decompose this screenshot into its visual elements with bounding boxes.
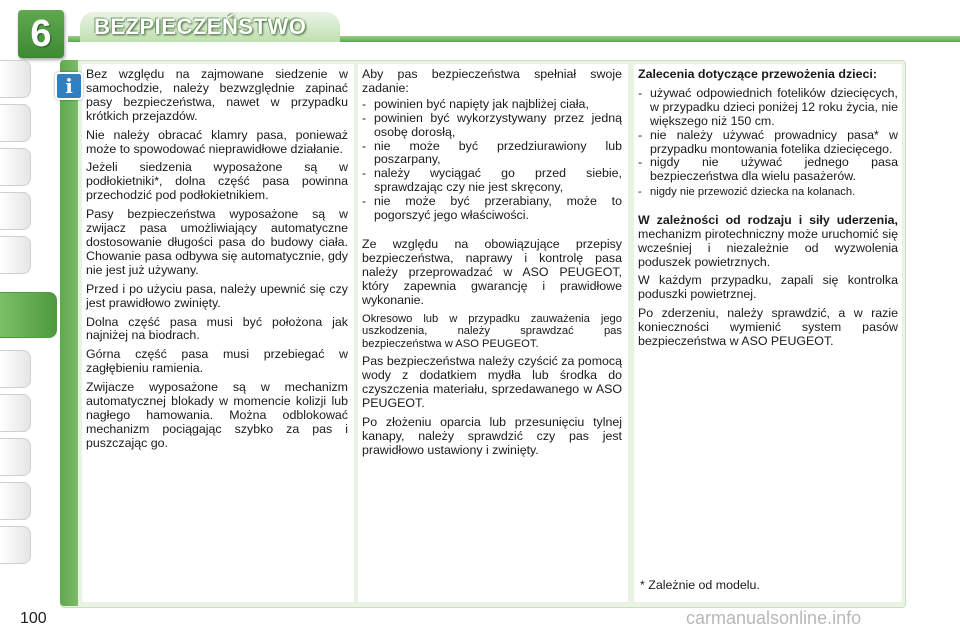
chapter-tab-5[interactable] [0,236,31,274]
page-title: BEZPIECZEŃSTWO [94,14,307,39]
list-item: - nie należy używać prowadnicy pasa* w przypadku montowania fotelika dziecięcego. [638,129,898,157]
list-item: - powinien być napięty jak najbliżej ciała, [362,98,622,112]
paragraph: Pas bezpieczeństwa należy czyścić za pomocą wody z dodatkiem mydła lub środka do czyszczenia materiału, sprzedawanego w ASO PEUGEOT. [362,354,622,410]
paragraph: Jeżeli siedzenia wyposażone są w podłokietniki*, dolna część pasa powinna przechodzić pod podłokietnikiem. [86,160,348,203]
child-recommendations-list [638,87,898,199]
watermark: carmanualsonline.info [686,608,862,628]
paragraph: Zwijacze wyposażone są w mechanizm automatycznej blokady w momencie kolizji lub nagłego hamowania. Można odblokować mechanizm pociągając szybko za pas i puszczając go. [86,380,348,450]
paragraph: Dolna część pasa musi być położona jak najniżej na biodrach. [86,314,348,343]
list-item: - nigdy nie przewozić dziecka na kolanach. [638,186,898,199]
paragraph: Przed i po użyciu pasa, należy upewnić się czy jest prawidłowo zwinięty. [86,281,348,310]
chapter-badge [18,10,64,58]
paragraph: W każdym przypadku, zapali się kontrolka poduszki powietrznej. [638,273,898,302]
footnote: * Zależnie od modelu. [640,578,760,592]
list-item: - nie może być przerabiany, może to pogorszyć jego właściwości. [362,195,622,223]
list-item: - powinien być wykorzystywany przez jedną osobę dorosłą, [362,112,622,140]
chapter-tab-3[interactable] [0,148,31,186]
paragraph: Ze względu na obowiązujące przepisy bezpieczeństwa, naprawy i kontrolę pasa należy przeprowadzać w ASO PEUGEOT, który zapewnia gwarancję i prawidłowe wykonanie. [362,236,622,307]
page-header [0,0,960,56]
list-item: - należy wyciągać go przed siebie, sprawdzając czy nie jest skręcony, [362,167,622,195]
list-item: - nigdy nie używać jednego pasa bezpieczeństwa dla wielu pasażerów. [638,156,898,184]
list-item: - używać odpowiednich fotelików dziecięcych, w przypadku dzieci poniżej 12 roku życia, nie większego niż 150 cm. [638,87,898,129]
panel-stripe [60,60,78,606]
chapter-tabs [0,60,34,580]
paragraph: Po zderzeniu, należy sprawdzić, a w razie konieczności wymienić system pasów bezpieczeństwa w ASO PEUGEOT. [638,306,898,349]
column-3 [638,68,898,354]
chapter-tab-4[interactable] [0,192,31,230]
paragraph: Nie należy obracać klamry pasa, ponieważ może to spowodować nieprawidłowe działanie. [86,127,348,156]
paragraph: Aby pas bezpieczeństwa spełniał swoje zadanie: [362,67,622,95]
paragraph: Po złożeniu oparcia lub przesunięciu tylnej kanapy, należy sprawdzić czy pas jest prawidłowo ustawiony i zwinięty. [362,414,622,457]
info-icon: i [55,72,83,100]
list-item: - nie może być przedziurawiony lub poszarpany, [362,140,622,168]
chapter-tab-9[interactable] [0,438,31,476]
paragraph: Pasy bezpieczeństwa wyposażone są w zwijacz pasa umożliwiający automatyczne dostosowanie długości pasa do budowy ciała. Chowanie pasa odbywa się automatycznie, gdy nie jest już używany. [86,207,348,277]
chapter-tab-1[interactable] [0,60,31,98]
section-heading: Zalecenia dotyczące przewożenia dzieci: [638,67,877,81]
chapter-tab-2[interactable] [0,104,31,142]
paragraph: Okresowo lub w przypadku zauważenia jego uszkodzenia, należy sprawdzać pas bezpieczeństwa w ASO PEUGEOT. [362,312,622,350]
belt-requirements-list [362,98,622,223]
page-number: 100 [20,610,47,627]
chapter-tab-7[interactable] [0,350,31,388]
chapter-tab-11[interactable] [0,526,31,564]
chapter-tab-6-active[interactable] [0,292,57,338]
paragraph-lead: W zależności od rodzaju i siły uderzenia, [638,212,898,227]
paragraph [638,214,898,270]
chapter-tab-8[interactable] [0,394,31,432]
paragraph: Górna część pasa musi przebiegać w zagłębieniu ramienia. [86,347,348,376]
column-2 [362,68,622,463]
paragraph: Bez względu na zajmowane siedzenie w samochodzie, należy bezwzględnie zapinać pasy bezpieczeństwa, nawet w przypadku krótkich przejazdów. [86,67,348,123]
column-1 [86,68,348,456]
chapter-tab-10[interactable] [0,482,31,520]
paragraph-text: mechanizm pirotechniczny może uruchomić się wcześniej i niezależnie od wyzwolenia poduszek powietrznych. [638,226,898,269]
chapter-number: 6 [30,13,52,55]
